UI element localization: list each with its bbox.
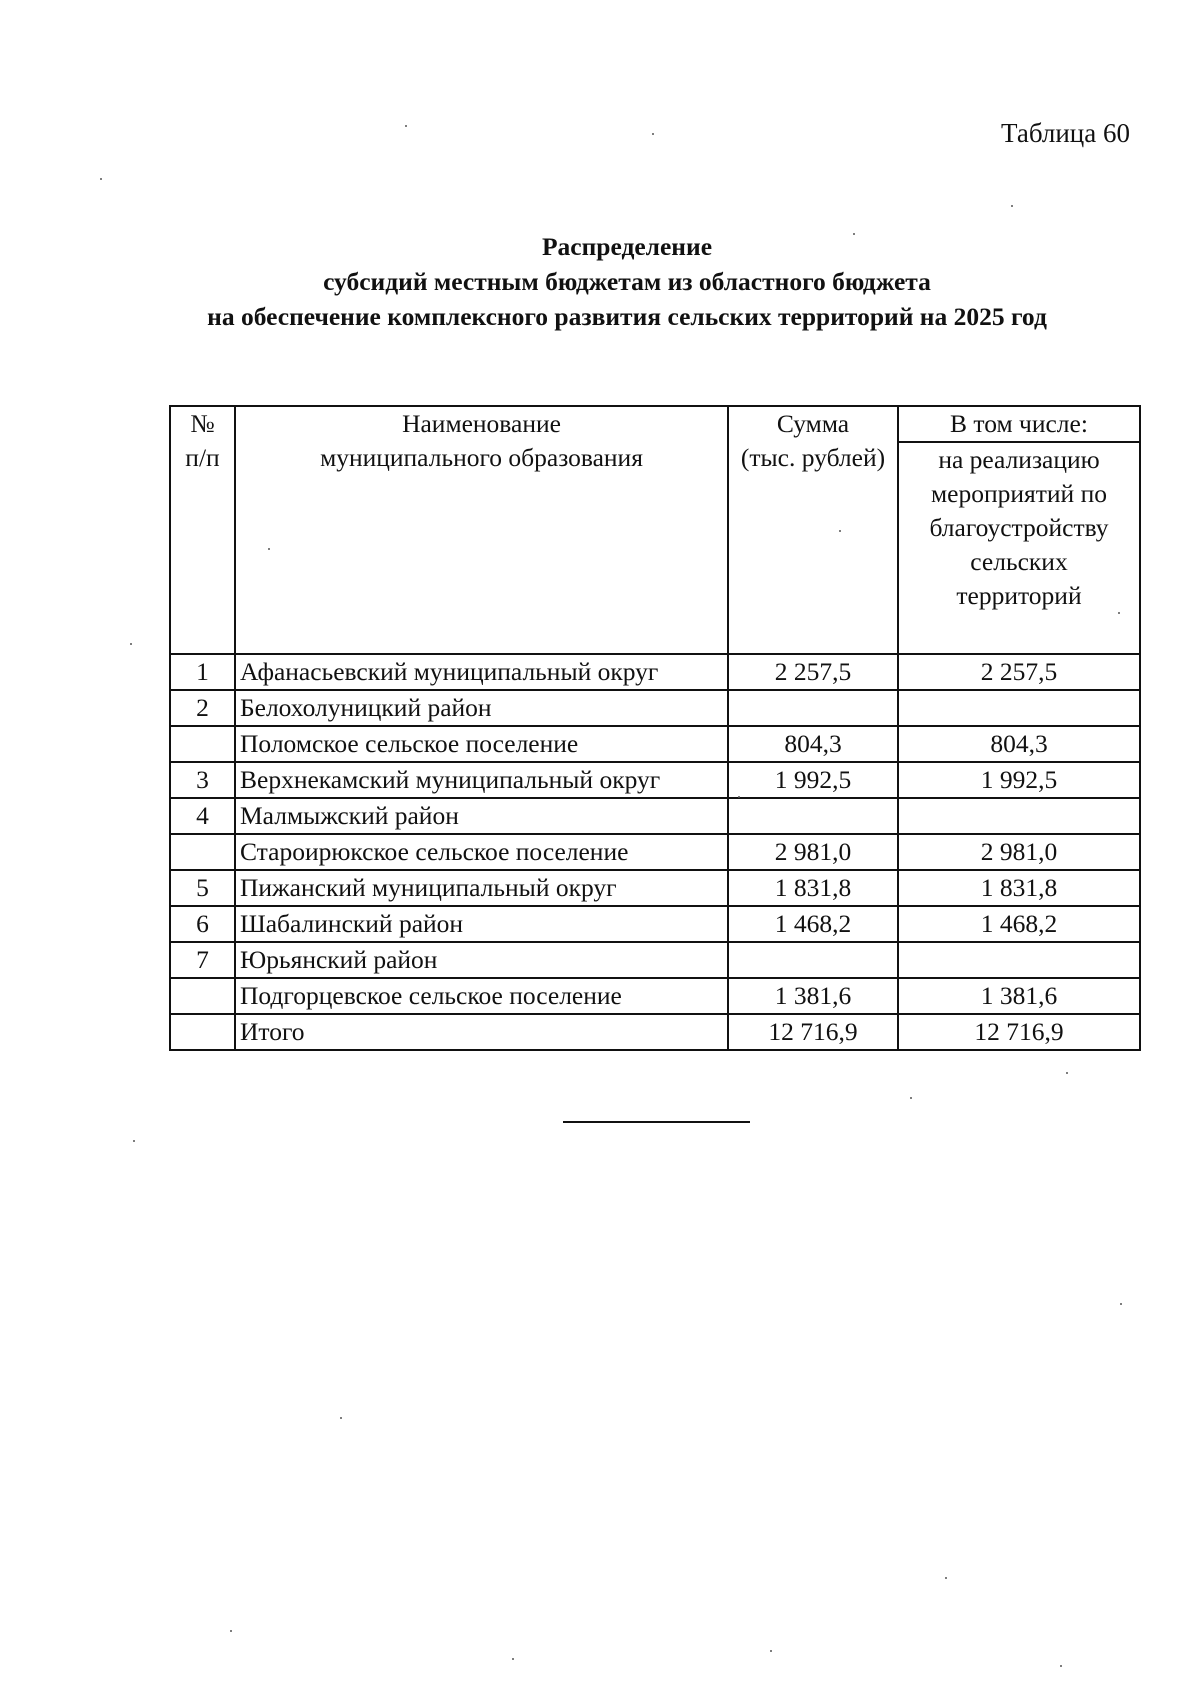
subsidy-table — [169, 405, 1141, 1051]
row-name-cell: Юрьянский район — [235, 942, 728, 978]
row-number-cell: 7 — [170, 942, 235, 978]
row-including-cell: 2 981,0 — [898, 834, 1140, 870]
row-sum-cell: 1 381,6 — [728, 978, 898, 1014]
table-row — [170, 834, 1140, 870]
row-number-cell: 2 — [170, 690, 235, 726]
row-sum-cell: 804,3 — [728, 726, 898, 762]
row-including-cell: 1 468,2 — [898, 906, 1140, 942]
row-sum-cell: 1 468,2 — [728, 906, 898, 942]
table-row — [170, 906, 1140, 942]
row-including-cell: 12 716,9 — [898, 1014, 1140, 1050]
row-name-cell: Малмыжский район — [235, 798, 728, 834]
row-number-cell: 5 — [170, 870, 235, 906]
header-including-sub: на реализацию мероприятий по благоустройству сельских территорий — [898, 442, 1140, 654]
row-including-cell — [898, 690, 1140, 726]
table-row — [170, 1014, 1140, 1050]
table-row — [170, 978, 1140, 1014]
table-row — [170, 798, 1140, 834]
row-number-cell — [170, 726, 235, 762]
header-number: № п/п — [170, 406, 235, 654]
row-number-cell: 3 — [170, 762, 235, 798]
row-name-cell: Подгорцевское сельское поселение — [235, 978, 728, 1014]
table-header-row — [170, 406, 1140, 442]
row-sum-cell — [728, 798, 898, 834]
row-name-cell: Белохолуницкий район — [235, 690, 728, 726]
row-name-cell: Пижанский муниципальный округ — [235, 870, 728, 906]
header-sum: Сумма (тыс. рублей) — [728, 406, 898, 654]
table-row — [170, 726, 1140, 762]
row-including-cell — [898, 798, 1140, 834]
header-including: В том числе: — [898, 406, 1140, 442]
row-sum-cell: 2 257,5 — [728, 654, 898, 690]
row-sum-cell: 12 716,9 — [728, 1014, 898, 1050]
table-row — [170, 762, 1140, 798]
row-sum-cell: 1 831,8 — [728, 870, 898, 906]
title-line-2: субсидий местным бюджетам из областного бюджета — [323, 267, 931, 296]
row-including-cell: 2 257,5 — [898, 654, 1140, 690]
row-including-cell: 1 381,6 — [898, 978, 1140, 1014]
row-sum-cell — [728, 942, 898, 978]
row-name-cell: Итого — [235, 1014, 728, 1050]
document-title — [0, 229, 1200, 334]
row-number-cell — [170, 834, 235, 870]
table-number: Таблица 60 — [1001, 118, 1130, 148]
table-row — [170, 942, 1140, 978]
row-name-cell: Афанасьевский муниципальный округ — [235, 654, 728, 690]
table-row — [170, 870, 1140, 906]
row-name-cell: Верхнекамский муниципальный округ — [235, 762, 728, 798]
end-rule — [563, 1121, 750, 1123]
row-number-cell: 6 — [170, 906, 235, 942]
row-including-cell: 804,3 — [898, 726, 1140, 762]
row-number-cell: 4 — [170, 798, 235, 834]
row-sum-cell — [728, 690, 898, 726]
row-number-cell: 1 — [170, 654, 235, 690]
row-number-cell — [170, 978, 235, 1014]
row-including-cell: 1 992,5 — [898, 762, 1140, 798]
table-row — [170, 690, 1140, 726]
row-including-cell: 1 831,8 — [898, 870, 1140, 906]
row-sum-cell: 2 981,0 — [728, 834, 898, 870]
row-name-cell: Шабалинский район — [235, 906, 728, 942]
row-including-cell — [898, 942, 1140, 978]
title-line-3: на обеспечение комплексного развития сельских территорий на 2025 год — [207, 302, 1047, 331]
header-name: Наименование муниципального образования — [235, 406, 728, 654]
table-row — [170, 654, 1140, 690]
row-sum-cell: 1 992,5 — [728, 762, 898, 798]
title-line-1: Распределение — [541, 232, 713, 261]
row-number-cell — [170, 1014, 235, 1050]
row-name-cell: Поломское сельское поселение — [235, 726, 728, 762]
row-name-cell: Староирюкское сельское поселение — [235, 834, 728, 870]
